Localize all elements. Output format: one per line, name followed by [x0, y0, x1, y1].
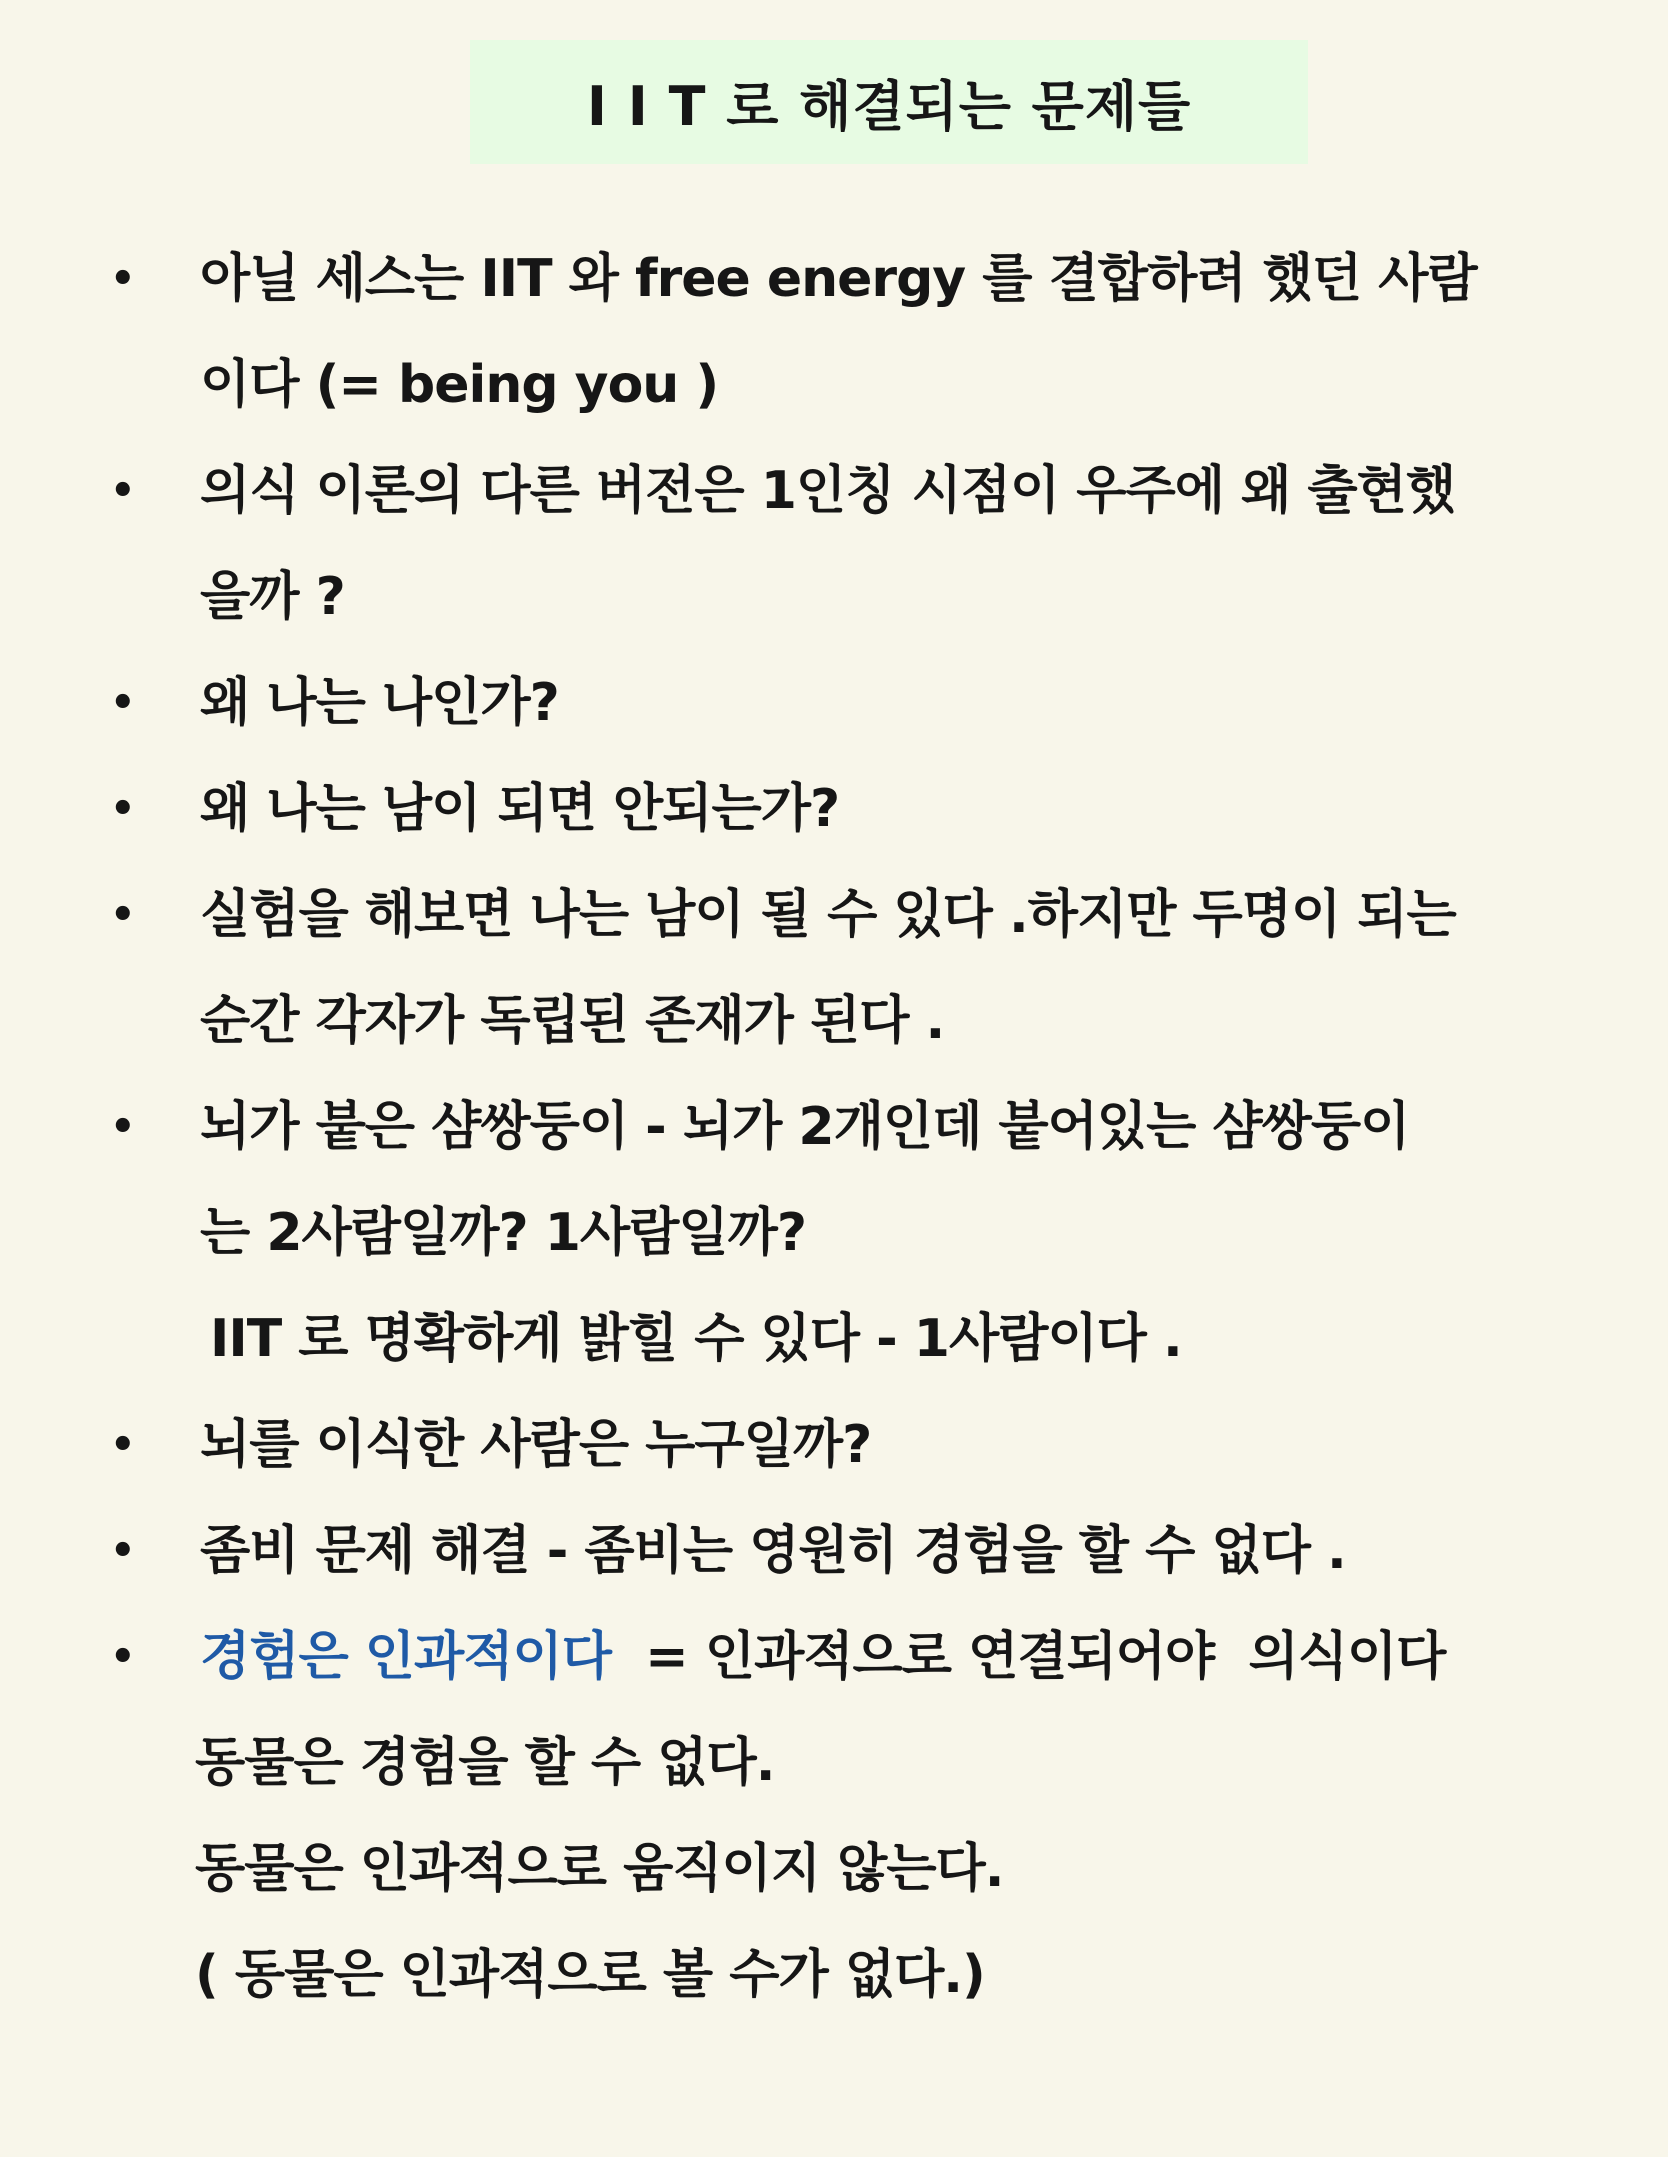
- list-item-continuation: [0, 1286, 1668, 1392]
- title-banner: [470, 40, 1308, 164]
- list-item: [0, 1498, 1668, 1604]
- list-item-continuation: [0, 968, 1668, 1074]
- bullet-list: [0, 226, 1668, 2028]
- list-item-text: 왜 나는 남이 되면 안되는가?: [200, 779, 840, 839]
- list-item-text: 는 2사람일까? 1사람일까?: [200, 1203, 806, 1263]
- list-item: [0, 1074, 1668, 1180]
- bullet-icon: •: [110, 1422, 136, 1468]
- bullet-icon: •: [110, 468, 136, 514]
- list-item: [0, 756, 1668, 862]
- list-item-text: IIT 로 명확하게 밝힐 수 있다 - 1사람이다 .: [210, 1309, 1182, 1369]
- list-item-text: 순간 각자가 독립된 존재가 된다 .: [200, 991, 945, 1051]
- list-item-continuation: [0, 332, 1668, 438]
- bullet-icon: •: [110, 786, 136, 832]
- list-item-continuation: [0, 1816, 1668, 1922]
- highlighted-phrase: 경험은 인과적이다: [200, 1627, 611, 1687]
- list-item: [0, 226, 1668, 332]
- list-item: [0, 438, 1668, 544]
- list-item-text: 이다 (= being you ): [200, 355, 719, 415]
- list-item-continuation: [0, 1710, 1668, 1816]
- list-item-continuation: [0, 1922, 1668, 2028]
- bullet-icon: •: [110, 1634, 136, 1680]
- list-item-rest: = 인과적으로 연결되어야 의식이다: [610, 1627, 1446, 1687]
- list-item-text: 의식 이론의 다른 버전은 1인칭 시점이 우주에 왜 출현했: [200, 461, 1456, 521]
- list-item-text: 동물은 경험을 할 수 없다.: [195, 1733, 775, 1793]
- list-item-continuation: [0, 544, 1668, 650]
- page-title: I I T 로 해결되는 문제들: [586, 74, 1192, 138]
- list-item: [0, 1604, 1668, 1710]
- list-item-continuation: [0, 1180, 1668, 1286]
- list-item: [0, 650, 1668, 756]
- list-item: [0, 862, 1668, 968]
- list-item-text: 동물은 인과적으로 움직이지 않는다.: [195, 1839, 1004, 1899]
- list-item-text: 좀비 문제 해결 - 좀비는 영원히 경험을 할 수 없다 .: [200, 1521, 1346, 1581]
- list-item-text: 뇌를 이식한 사람은 누구일까?: [200, 1415, 872, 1475]
- list-item-text: 을까 ?: [200, 567, 345, 627]
- list-item-text: 아닐 세스는 IIT 와 free energy 를 결합하려 했던 사람: [200, 249, 1477, 309]
- bullet-icon: •: [110, 680, 136, 726]
- list-item-text: 실험을 해보면 나는 남이 될 수 있다 .하지만 두명이 되는: [200, 885, 1456, 945]
- bullet-icon: •: [110, 1528, 136, 1574]
- bullet-icon: •: [110, 1104, 136, 1150]
- list-item-text: 왜 나는 나인가?: [200, 673, 559, 733]
- list-item-text: 뇌가 붙은 샴쌍둥이 - 뇌가 2개인데 붙어있는 샴쌍둥이: [200, 1097, 1410, 1157]
- bullet-icon: •: [110, 892, 136, 938]
- list-item-text: ( 동물은 인과적으로 볼 수가 없다.): [195, 1945, 985, 2005]
- list-item-text: [200, 1604, 1445, 1710]
- list-item: [0, 1392, 1668, 1498]
- bullet-icon: •: [110, 256, 136, 302]
